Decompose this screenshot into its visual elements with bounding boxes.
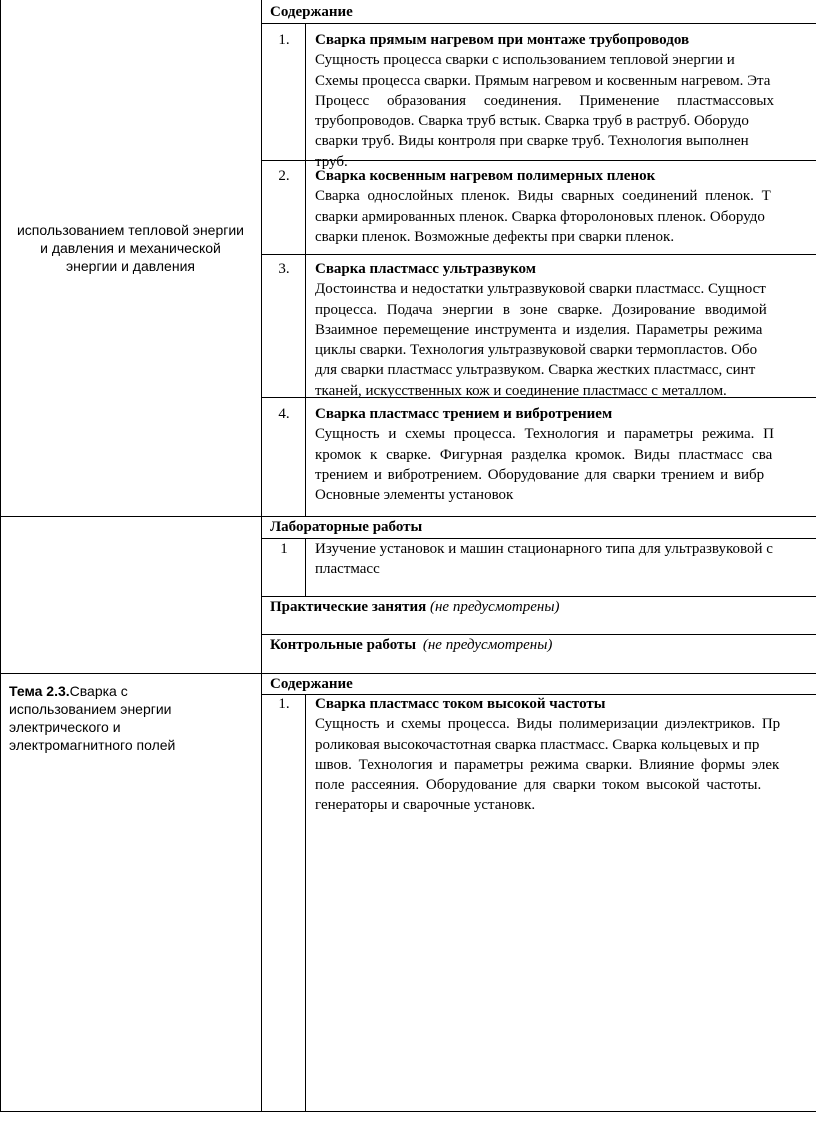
lab-number: 1 <box>280 541 288 557</box>
item-text-line: генераторы и сварочные установк. <box>315 797 536 814</box>
item-number: 1. <box>278 32 290 48</box>
item-title: Сварка пластмасс ультразвуком <box>315 261 536 277</box>
item-text-line: для сварки пластмасс ультразвуком. Сварка жестких пластмасс, синт <box>315 362 756 379</box>
topic-label: Тема 2.3. <box>9 683 70 699</box>
topic-continued-title <box>2 221 259 275</box>
topic-title-line: электрического и <box>9 719 121 735</box>
topic-continued-line: использованием тепловой энергии <box>16 222 244 238</box>
item-text-line: Сущность процесса сварки с использованием тепловой энергии и <box>315 52 735 69</box>
labs-header: Лабораторные работы <box>270 519 423 535</box>
section1-header: Содержание <box>270 4 353 20</box>
control-note: (не предусмотрены) <box>422 637 553 653</box>
section-rule-2 <box>0 673 816 674</box>
practice-note: (не предусмотрены) <box>429 599 560 615</box>
item-text-line: процесса. Подача энергии в зоне сварке. Дозирование вводимой <box>315 301 767 318</box>
topic-title-line: электромагнитного полей <box>9 737 176 753</box>
item-text-line: трением и вибротрением. Оборудование для сварки трением и вибр <box>315 466 765 483</box>
item-text-line: Сущность и схемы процесса. Технология и параметры режима. П <box>315 426 774 443</box>
item-text-line: Сварка однослойных пленок. Виды сварных соединений пленок. Т <box>315 188 771 205</box>
item-number: 4. <box>278 406 290 422</box>
item-2-block <box>315 166 816 247</box>
item-title: Сварка косвенным нагревом полимерных пленок <box>315 168 656 184</box>
item-text-line: сварки пленок. Возможные дефекты при сварки пленок. <box>315 228 675 245</box>
topic-title-line: использованием энергии <box>9 701 172 717</box>
row-rule-item2 <box>261 254 816 255</box>
item-title: Сварка пластмасс током высокой частоты <box>315 696 606 712</box>
item-text-line: Схемы процесса сварки. Прямым нагревом и косвенным нагревом. Эта <box>315 72 771 89</box>
item-text-line: сварки армированных пленок. Сварка фторолоновых пленок. Оборудо <box>315 208 765 225</box>
lab-item <box>315 539 816 580</box>
table-border-bottom <box>0 1111 816 1112</box>
lab-text-line: пластмасс <box>315 561 380 578</box>
control-label: Контрольные работы <box>270 637 417 653</box>
item-text-line: Взаимное перемещение инструмента и изделия. Параметры режима <box>315 321 763 338</box>
item-1-block <box>315 30 816 172</box>
topic-continued-line: и давления и механической <box>40 240 221 256</box>
item-text-line: циклы сварки. Технология ультразвуковой сварки термопластов. Обо <box>315 342 758 359</box>
item-3-block <box>315 259 816 401</box>
practice-label: Практические занятия <box>270 599 427 615</box>
section2-header: Содержание <box>270 676 353 692</box>
practice-row <box>270 597 559 617</box>
control-row <box>270 635 552 655</box>
lab-text-line: Изучение установок и машин стационарного типа для ультразвуковой с <box>315 541 773 557</box>
item-text-line: швов. Технология и параметры режима сварки. Влияние формы элек <box>315 756 780 773</box>
item-text-line: поле рассеяния. Оборудование для сварки током высокой частоты. <box>315 777 762 794</box>
column-divider-num-3 <box>305 694 306 1112</box>
item-text-line: Сущность и схемы процесса. Виды полимеризации диэлектриков. Пр <box>315 716 781 733</box>
item-text-line: Достоинства и недостатки ультразвуковой сварки пластмасс. Сущност <box>315 281 766 298</box>
item-text-line: роликовая высокочастотная сварка пластмасс. Сварка кольцевых и пр <box>315 736 760 753</box>
topic-continued-line: энергии и давления <box>66 258 195 274</box>
item-number: 2. <box>278 168 290 184</box>
table-border-left <box>0 0 1 1112</box>
header-rule-1 <box>261 23 816 24</box>
item-text-line: Основные элементы установок <box>315 487 514 504</box>
section2-item-block <box>315 694 816 816</box>
item-title: Сварка пластмасс трением и вибротрением <box>315 406 613 422</box>
item-number: 3. <box>278 261 290 277</box>
item-text-line: труб. <box>315 153 348 170</box>
item-4-block <box>315 404 816 505</box>
topic-2-3-title <box>9 682 254 754</box>
item-text-line: тканей, искусственных кож и соединение пластмасс с металлом. <box>315 382 727 399</box>
topic-title-first: Сварка с <box>69 683 128 699</box>
item-number: 1. <box>278 696 290 712</box>
item-text-line: Процесс образования соединения. Применение пластмассовых <box>315 92 774 109</box>
item-text-line: трубопроводов. Сварка труб встык. Сварка труб в раструб. Оборудо <box>315 113 749 130</box>
item-text-line: сварки труб. Виды контроля при сварке труб. Технология выполнен <box>315 133 749 150</box>
item-title: Сварка прямым нагревом при монтаже трубопроводов <box>315 32 690 48</box>
item-text-line: кромок к сварке. Фигурная разделка кромок. Виды пластмасс сва <box>315 446 773 463</box>
